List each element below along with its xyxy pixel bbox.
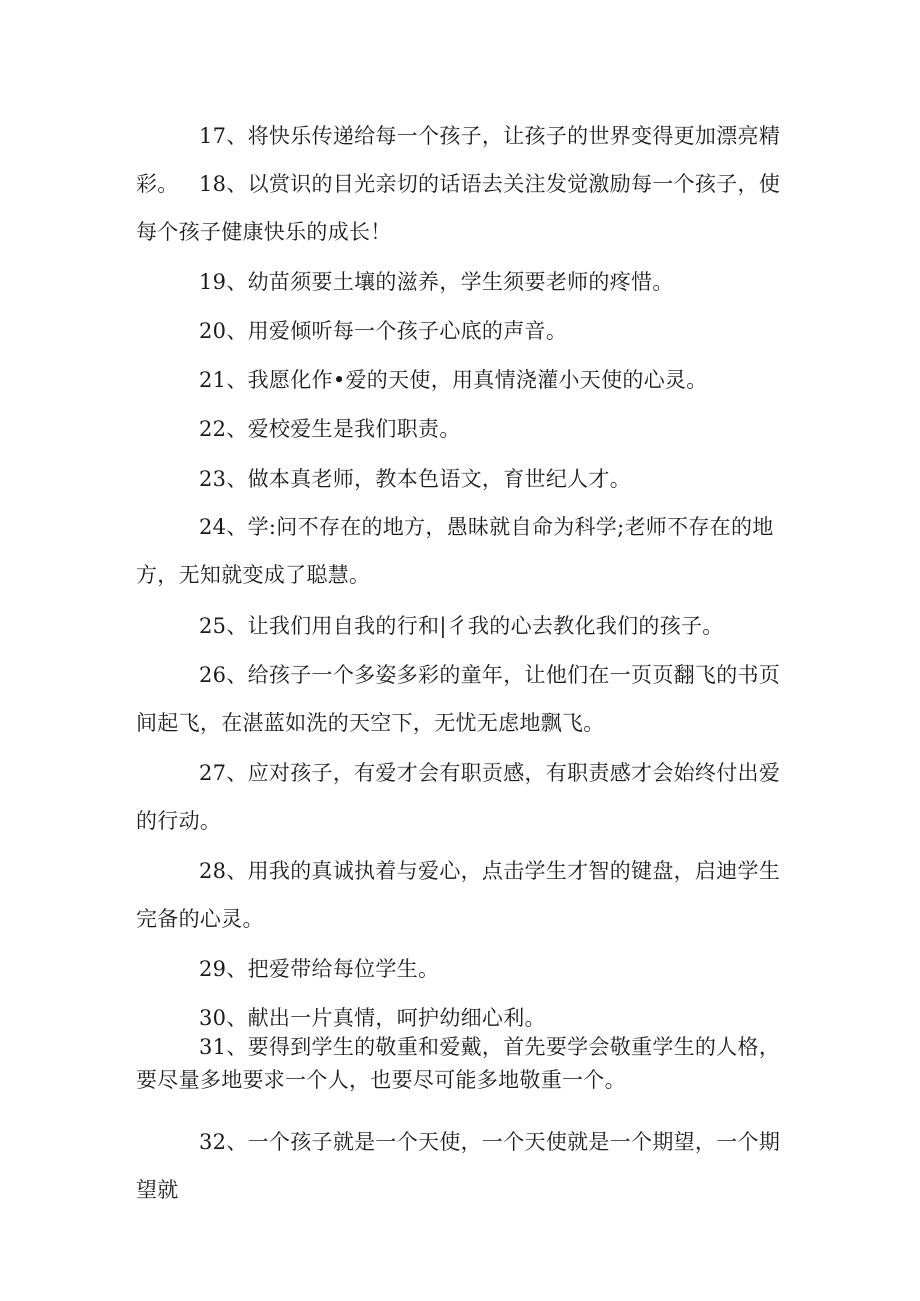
paragraph-23: 23、做本真老师，教本色语文，育世纪人才。	[199, 467, 632, 491]
paragraph-21: 21、我愿化作•爱的天使，用真情浇灌小天使的心灵。	[199, 368, 708, 392]
paragraph-27: 27、应对孩子，有爱才会有职贡感，有职责感才会始终付出爱的行动。	[136, 761, 781, 833]
paragraph-31	[136, 1031, 786, 1097]
paragraph-25: 25、让我们用自我的行和|彳我的心去教化我们的孩子。	[199, 614, 724, 638]
paragraph-24: 24、学:问不存在的地方，愚昧就自命为科学;老师不存在的地方，无知就变成了聪慧。	[136, 515, 774, 587]
paragraph-22: 22、爱校爱生是我们职责。	[199, 417, 461, 441]
paragraph-31-line-2: 要尽量多地要求一个人，也要尽可能多地敬重一个。	[136, 1068, 626, 1092]
paragraph-29: 29、把爱带给每位学生。	[199, 957, 440, 981]
paragraph-28: 28、用我的真诚执着与爱心，点击学生才智的键盘，启迪学生完备的心灵。	[136, 859, 781, 931]
paragraph-31-line-1: 31、要得到学生的敬重和爱戴，首先要学会敬重学生的人格，	[199, 1035, 781, 1059]
paragraph-17: 17、将快乐传递给每一个孩子，让孩子的世界变得更加漂亮精彩。	[136, 124, 781, 196]
paragraph-20: 20、用爱倾听每一个孩子心底的声音。	[199, 319, 568, 343]
paragraph-26: 26、给孩子一个多姿多彩的童年，让他们在一页页翻飞的书页间起飞，在湛蓝如洗的天空下，无忧无虑地飘飞。	[136, 663, 781, 735]
paragraph-19: 19、幼苗须要土壤的滋养，学生须要老师的疼惜。	[199, 270, 674, 294]
paragraph-32: 32、一个孩子就是一个天使，一个天使就是一个期望，一个期望就	[136, 1130, 781, 1202]
paragraph-30: 30、献出一片真情，呵护幼细心利。	[199, 1006, 546, 1030]
paragraph-18: 18、以赏识的目光亲切的话语去关注发觉激励每一个孩子，使每个孩子健康快乐的成长！	[136, 172, 781, 244]
